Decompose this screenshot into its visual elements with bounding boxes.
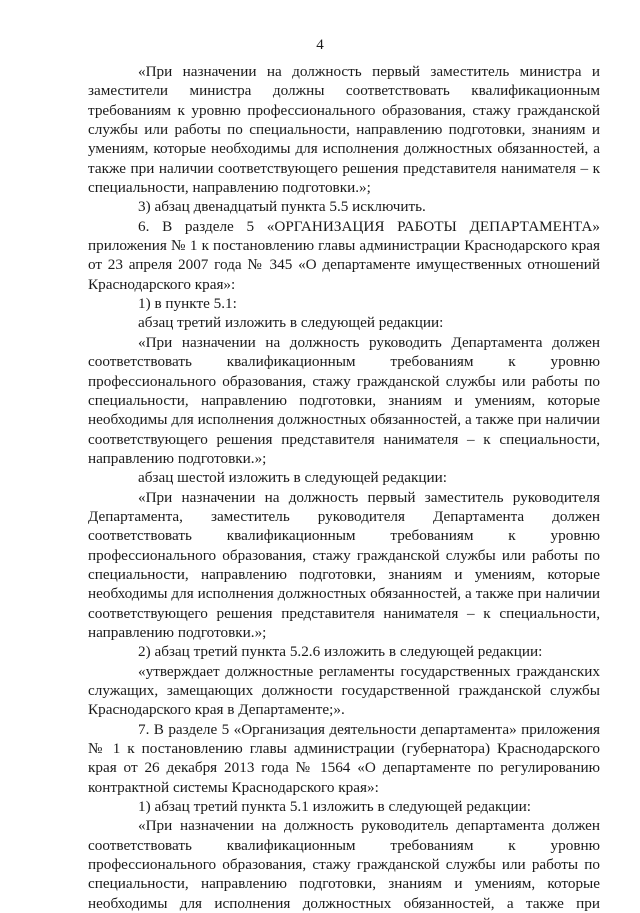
paragraph-8: «При назначении на должность первый заместитель руководителя Департамента, заместитель руководителя Департамента должен соответствовать квалификационным требованиям к уровню профессионального образования, стажу гражданской службы или работы по специальности, направлению подготовки, знаниям и умениям, которые необходимы для исполнения должностных обязанностей, а также при наличии соответствующего решения представителя нанимателя – к специальности, направлению подготовки.»; — [88, 488, 600, 641]
paragraph-4: 1) в пункте 5.1: — [138, 295, 237, 313]
paragraph-6: «При назначении на должность руководить Департамента должен соответствовать квалификационным требованиям к уровню профессионального образования, стажу гражданской службы или работы по специальности, направлению подготовки, знаниям и умениям, которые необходимы для исполнения должностных обязанностей, а также при наличии соответствующего решения представителя нанимателя – к специальности, направлению подготовки.»; — [88, 333, 600, 467]
page-number: 4 — [316, 37, 324, 53]
paragraph-5: абзац третий изложить в следующей редакции: — [138, 314, 444, 332]
paragraph-3: 6. В разделе 5 «ОРГАНИЗАЦИЯ РАБОТЫ ДЕПАРТАМЕНТА» приложения № 1 к постановлению главы администрации Краснодарского края от 23 апреля 2007 года № 345 «О департаменте имущественных отношений Краснодарского края»: — [88, 217, 600, 293]
document-body — [88, 62, 600, 913]
paragraph-12: 1) абзац третий пункта 5.1 изложить в следующей редакции: — [138, 798, 531, 816]
paragraph-7: абзац шестой изложить в следующей редакции: — [138, 469, 447, 487]
paragraph-9: 2) абзац третий пункта 5.2.6 изложить в следующей редакции: — [138, 643, 543, 661]
paragraph-2: 3) абзац двенадцатый пункта 5.5 исключить. — [138, 198, 426, 216]
paragraph-13: «При назначении на должность руководитель департамента должен соответствовать квалификационным требованиям к уровню профессионального образования, стажу гражданской службы или работы по специальности, направлению подготовки, знаниям и умениям, которые необходимы для исполнения должностных обязанностей, а также при — [88, 817, 600, 912]
paragraph-1: «При назначении на должность первый заместитель министра и заместители министра должны соответствовать квалификационным требованиям к уровню профессионального образования, стажу гражданской службы или работы по специальности, направлению подготовки, знаниям и умениям, которые необходимы для исполнения должностных обязанностей, а также при наличии соответствующего решения представителя нанимателя – к специальности, направлению подготовки.»; — [88, 63, 600, 197]
paragraph-11: 7. В разделе 5 «Организация деятельности департамента» приложения № 1 к постановлению главы администрации (губернатора) Краснодарского края от 26 декабря 2013 года № 1564 «О департаменте по регулированию контрактной системы Краснодарского края»: — [88, 720, 600, 796]
paragraph-10: «утверждает должностные регламенты государственных гражданских служащих, замещающих должности государственной гражданской службы Краснодарского края в Департаменте;». — [88, 662, 600, 719]
